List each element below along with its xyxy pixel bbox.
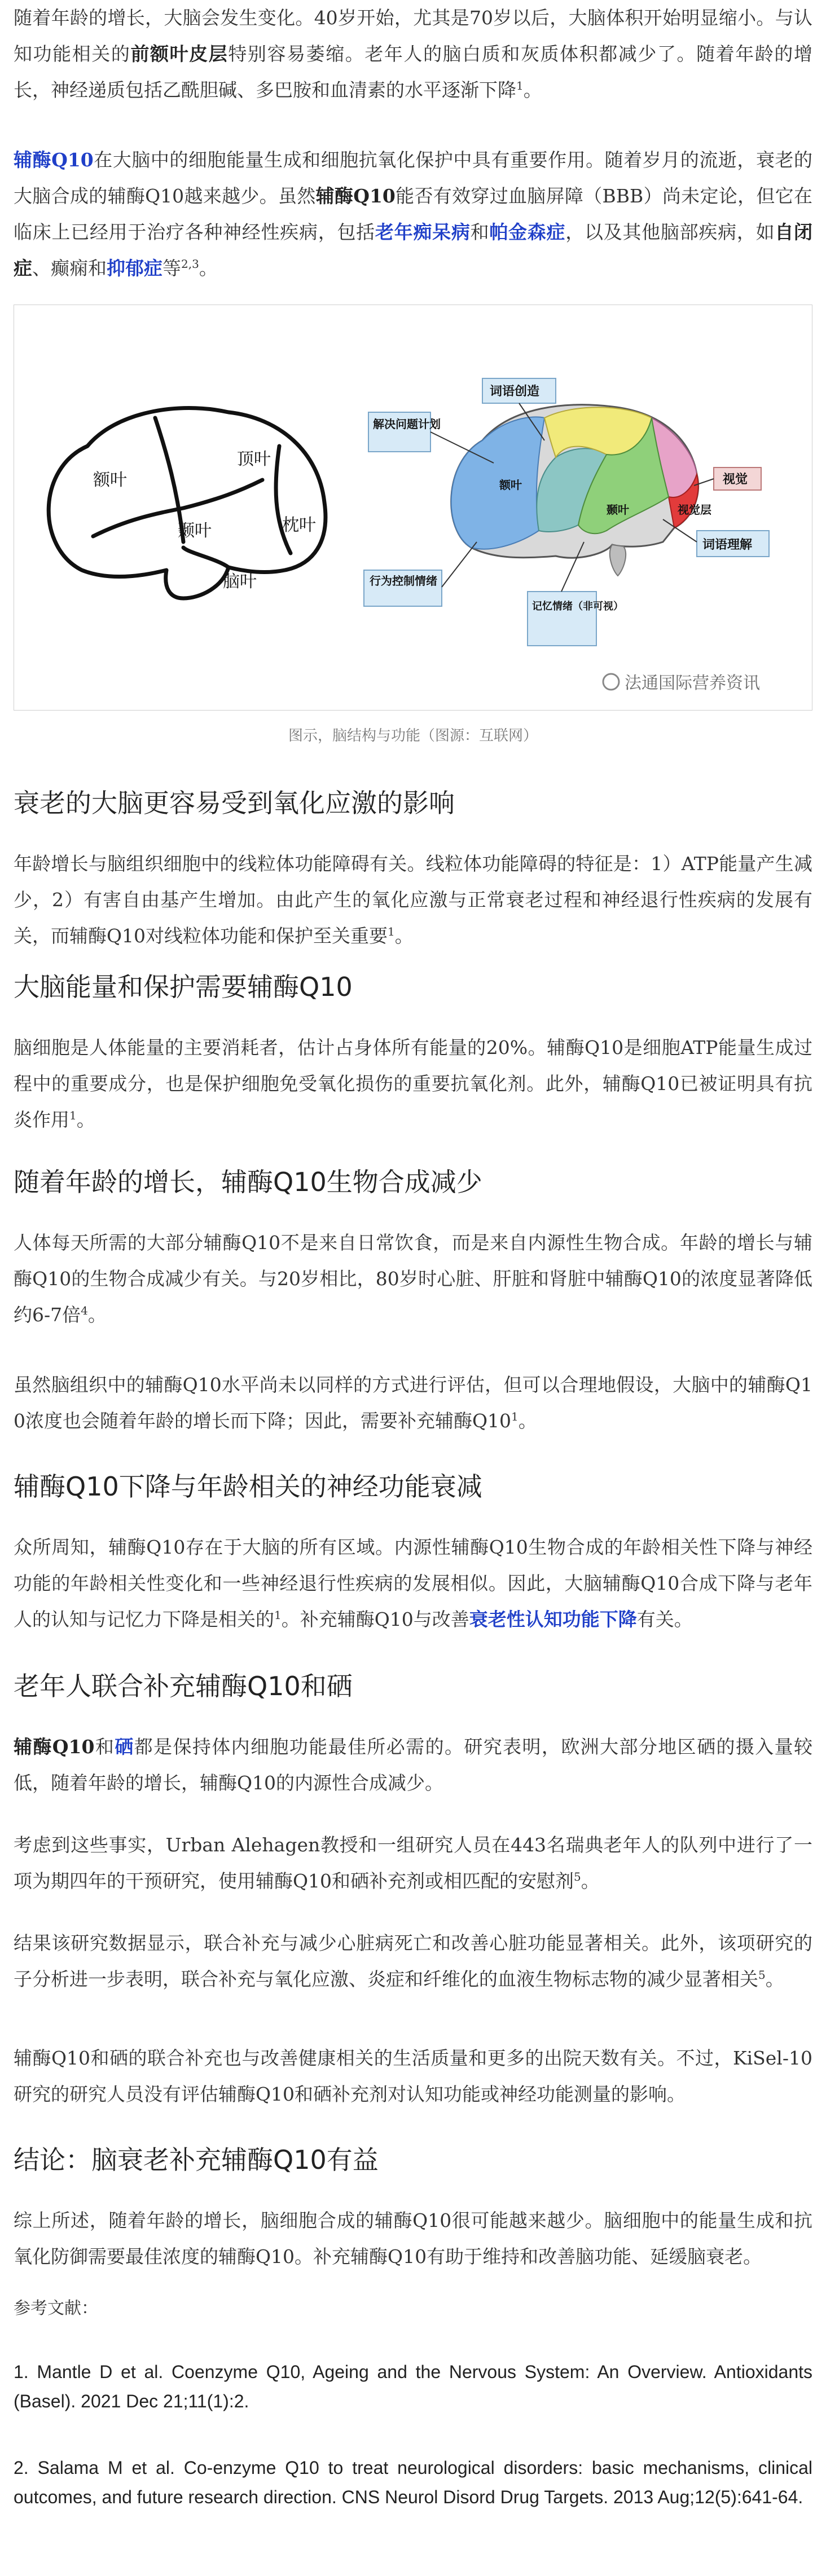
citation: 5 — [574, 1870, 581, 1884]
right-label: 视觉层 — [678, 503, 711, 517]
text: 等 — [162, 257, 181, 279]
left-brain-fold — [183, 548, 229, 567]
text: 年龄增长与脑组织细胞中的线粒体功能障碍有关。线粒体功能障碍的特征是：1）ATP能量产生减少，2）有害自由基产生增加。由此产生的氧化应激与正常衰老过程和神经退行性疾病的发展有关，而辅酶Q10对线粒体功能和保护至关重要 — [14, 853, 812, 947]
intro-paragraph-1 — [14, 0, 812, 108]
section-heading: 老年人联合补充辅酶Q10和硒 — [14, 1671, 353, 1701]
region-brainstem — [610, 545, 626, 576]
right-label: 额叶 — [499, 478, 522, 492]
alzheimer-link[interactable]: 老年痴呆病 — [375, 221, 471, 243]
left-label: 额叶 — [93, 470, 127, 490]
text: 结果该研究数据显示，联合补充与减少心脏病死亡和改善心脏功能显著相关。此外，该项研究的子分析进一步表明，联合补充与氧化应激、炎症和纤维化的血液生物标志物的减少显著相关 — [14, 1932, 812, 1990]
left-brain-fold — [276, 446, 291, 553]
text: 和 — [470, 221, 490, 243]
paragraph: 综上所述，随着年龄的增长，脑细胞合成的辅酶Q10很可能越来越少。脑细胞中的能量生成和抗氧化防御需要最佳浓度的辅酶Q10。补充辅酶Q10有助于维持和改善脑功能、延缓脑衰老。 — [14, 2209, 812, 2268]
right-brain-diagram — [364, 378, 769, 646]
section-heading: 衰老的大脑更容易受到氧化应激的影响 — [14, 788, 455, 818]
right-label: 词语创造 — [490, 385, 540, 399]
text: 特别容易萎缩。老年人的脑白质和灰质体积都减少了。随着年龄的增长，神经递质包括乙酰胆碱、多巴胺和血清素的水平逐渐下降 — [14, 43, 813, 101]
reference-item: 2. Salama M et al. Co-enzyme Q10 to treat neurological disorders: basic mechanisms, clinical outcomes, and future research direction. CNS Neurol Disord Drug Targets. 2013 Aug;12(5):641-64. — [14, 2458, 812, 2507]
citation: 4 — [81, 1304, 88, 1317]
right-label: 解决问题计划 — [373, 417, 441, 431]
paragraph — [14, 846, 812, 954]
text: 。 — [523, 79, 542, 101]
text: 人体每天所需的大部分辅酶Q10不是来自日常饮食，而是来自内源性生物合成。年龄的增长与辅酶Q10的生物合成减少有关。与20岁相比，80岁时心脏、肝脏和肾脏中辅酶Q10的浓度显著降低约6-7倍 — [14, 1232, 812, 1326]
bold-term: 辅酶Q10 — [315, 185, 396, 207]
paragraph — [14, 1925, 812, 1997]
intro-paragraph-2 — [14, 142, 812, 286]
text: 考虑到这些事实，Urban Alehagen教授和一组研究人员在443名瑞典老年人的队列中进行了一项为期四年的干预研究，使用辅酶Q10和硒补充剂或相匹配的安慰剂 — [14, 1834, 812, 1892]
right-label: 词语理解 — [702, 538, 753, 552]
paragraph — [14, 1367, 812, 1439]
right-label: 颞叶 — [607, 503, 629, 517]
left-label: 枕叶 — [282, 515, 316, 535]
paragraph — [14, 1225, 812, 1333]
depression-link[interactable]: 抑郁症 — [107, 257, 162, 279]
label-box — [528, 592, 596, 646]
text: 。 — [765, 1968, 784, 1990]
cognitive-decline-link[interactable]: 衰老性认知功能下降 — [469, 1608, 637, 1630]
section-heading: 结论：脑衰老补充辅酶Q10有益 — [14, 2145, 379, 2175]
citation: 1 — [388, 925, 395, 938]
text: ，以及其他脑部疾病，如 — [565, 221, 775, 243]
bold-term: 辅酶Q10 — [14, 1736, 95, 1758]
text: 虽然脑组织中的辅酶Q10水平尚未以同样的方式进行评估，但可以合理地假设，大脑中的辅酶Q10浓度也会随着年龄的增长而下降；因此，需要补充辅酶Q10 — [14, 1374, 812, 1432]
text: 。 — [394, 925, 414, 947]
section-heading: 随着年龄的增长，辅酶Q10生物合成减少 — [14, 1167, 482, 1197]
left-brain-outline — [49, 408, 326, 599]
text: 。 — [581, 1870, 600, 1892]
left-label: 脑叶 — [223, 572, 257, 592]
text: 和 — [94, 1736, 115, 1758]
brain-diagram — [14, 305, 812, 710]
bold-term: 自闭症 — [14, 221, 813, 279]
watermark-text: 法通国际营养资讯 — [625, 673, 760, 693]
region-frontal-blue — [451, 417, 544, 549]
text: 有关。 — [636, 1608, 693, 1630]
coq10-link[interactable]: 辅酶Q10 — [14, 149, 94, 171]
text: 。 — [76, 1109, 95, 1131]
text: 脑细胞是人体能量的主要消耗者，估计占身体所有能量的20%。辅酶Q10是细胞ATP能量生成过程中的重要成分，也是保护细胞免受氧化损伤的重要抗氧化剂。此外，辅酶Q10已被证明具有抗炎作用 — [14, 1036, 812, 1131]
bold-term: 前额叶皮层 — [130, 43, 229, 65]
watermark-icon — [603, 674, 619, 690]
brain-figure — [14, 305, 812, 711]
text: 。 — [87, 1304, 107, 1326]
figure-caption: 图示，脑结构与功能（图源：互联网） — [288, 727, 538, 744]
right-label: 行为控制情绪 — [370, 574, 437, 588]
section-heading: 大脑能量和保护需要辅酶Q10 — [14, 972, 353, 1002]
right-label: 视觉 — [723, 473, 748, 487]
references-label: 参考文献： — [14, 2299, 98, 2318]
text: 。 — [518, 1410, 537, 1432]
citation: 5 — [758, 1968, 766, 1982]
text: 、癫痫和 — [32, 257, 107, 279]
paragraph — [14, 1729, 812, 1801]
citation: 2,3 — [181, 257, 199, 271]
left-label: 顶叶 — [237, 449, 271, 469]
text: 都是保持体内细胞功能最佳所必需的。研究表明，欧洲大部分地区硒的摄入量较低，随着年龄的增长，辅酶Q10的内源性合成减少。 — [14, 1736, 813, 1794]
text: 众所周知，辅酶Q10存在于大脑的所有区域。内源性辅酶Q10生物合成的年龄相关性下降与神经功能的年龄相关性变化和一些神经退行性疾病的发展相似。因此，大脑辅酶Q10合成下降与老年人的认知与记忆力下降是相关的 — [14, 1536, 812, 1630]
paragraph — [14, 1030, 812, 1138]
section-heading: 辅酶Q10下降与年龄相关的神经功能衰减 — [14, 1471, 482, 1502]
text: 。补充辅酶Q10与改善 — [281, 1608, 469, 1630]
selenium-link[interactable]: 硒 — [115, 1736, 134, 1758]
text: 。 — [199, 257, 218, 279]
text: 在大脑中的细胞能量生成和细胞抗氧化保护中具有重要作用。随着岁月的流逝，衰老的大脑合成的辅酶Q10越来越少。虽然 — [14, 149, 813, 207]
text: 随着年龄的增长，大脑会发生变化。40岁开始，尤其是70岁以后，大脑体积开始明显缩小。与认知功能相关的 — [14, 7, 812, 65]
citation: 1 — [69, 1109, 77, 1122]
citation: 1 — [274, 1608, 282, 1622]
citation: 1 — [511, 1410, 519, 1423]
text: 能否有效穿过血脑屏障（BBB）尚未定论，但它在临床上已经用于治疗各种神经性疾病，包括 — [14, 185, 812, 243]
left-label: 颞叶 — [178, 521, 212, 541]
watermark — [603, 673, 760, 693]
parkinson-link[interactable]: 帕金森症 — [489, 221, 566, 243]
right-label: 记忆情绪（非可视） — [532, 601, 623, 612]
reference-item: 1. Mantle D et al. Coenzyme Q10, Ageing and the Nervous System: An Overview. Antioxidants (Basel). 2021 Dec 21;11(1):2. — [14, 2362, 812, 2411]
paragraph: 辅酶Q10和硒的联合补充也与改善健康相关的生活质量和更多的出院天数有关。不过，KiSel-10研究的研究人员没有评估辅酶Q10和硒补充剂对认知功能或神经功能测量的影响。 — [14, 2047, 812, 2105]
paragraph — [14, 1827, 812, 1899]
left-brain-diagram — [49, 408, 326, 599]
citation: 1 — [516, 79, 524, 92]
paragraph — [14, 1529, 812, 1638]
